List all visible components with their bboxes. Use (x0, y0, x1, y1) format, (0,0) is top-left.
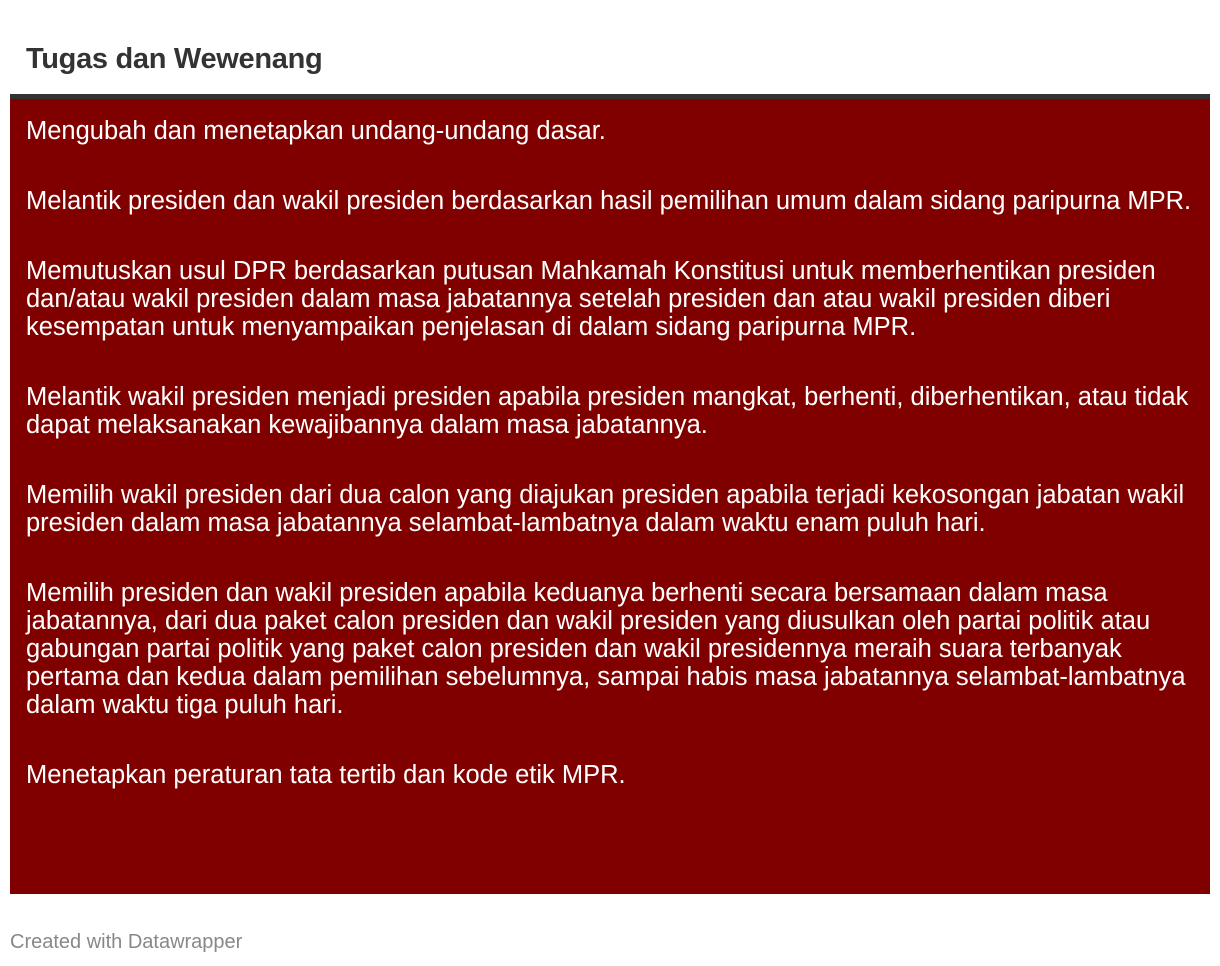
header (10, 0, 1210, 94)
table-row: Memilih presiden dan wakil presiden apabila keduanya berhenti secara bersamaan dalam masa jabatannya, dari dua paket calon presiden dan wakil presiden yang diusulkan oleh partai politik atau gabungan partai politik yang paket calon presiden dan wakil presidennya meraih suara terbanyak pertama dan kedua dalam pemilihan sebelumnya, sampai habis masa jabatannya selambat-lambatnya dalam waktu tiga puluh hari. (26, 579, 1186, 719)
duties-table (10, 94, 1210, 894)
datawrapper-credit[interactable]: Created with Datawrapper (10, 931, 243, 953)
page-title: Tugas dan Wewenang (26, 43, 323, 75)
table-row: Memutuskan usul DPR berdasarkan putusan Mahkamah Konstitusi untuk memberhentikan presiden dan/atau wakil presiden dalam masa jabatannya setelah presiden dan atau wakil presiden diberi kesempatan untuk menyampaikan penjelasan di dalam sidang paripurna MPR. (26, 257, 1156, 341)
table-row: Mengubah dan menetapkan undang-undang dasar. (26, 117, 606, 145)
table-row: Memilih wakil presiden dari dua calon yang diajukan presiden apabila terjadi kekosongan jabatan wakil presiden dalam masa jabatannya selambat-lambatnya dalam waktu enam puluh hari. (26, 481, 1185, 537)
table-row: Melantik wakil presiden menjadi presiden apabila presiden mangkat, berhenti, diberhentikan, atau tidak dapat melaksanakan kewajibannya dalam masa jabatannya. (26, 383, 1189, 439)
table-row: Menetapkan peraturan tata tertib dan kode etik MPR. (26, 761, 626, 789)
table-row: Melantik presiden dan wakil presiden berdasarkan hasil pemilihan umum dalam sidang paripurna MPR. (26, 187, 1192, 215)
